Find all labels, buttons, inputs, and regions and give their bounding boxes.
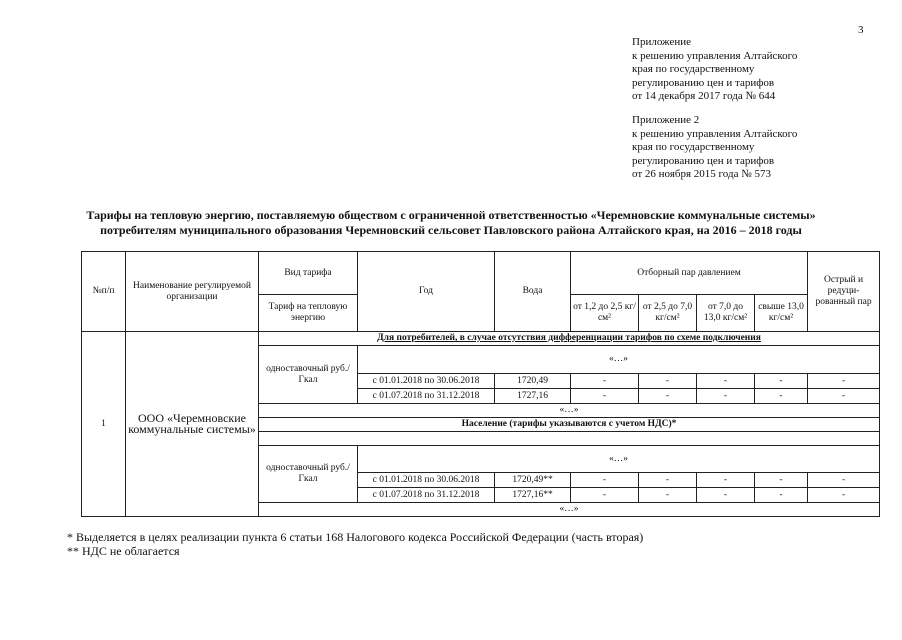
- sharp-steam-cell: -: [808, 389, 880, 404]
- water-cell: 1727,16: [495, 389, 571, 404]
- spacer-cell: [259, 432, 880, 446]
- period-cell: с 01.07.2018 по 31.12.2018: [358, 488, 495, 503]
- sharp-steam-cell: -: [808, 473, 880, 488]
- header-steam-col: от 7,0 до 13,0 кг/см²: [697, 295, 755, 332]
- tariff-label: одноставочный руб./Гкал: [259, 346, 358, 404]
- steam-cell: -: [697, 374, 755, 389]
- header-water: Вода: [495, 252, 571, 332]
- ellipsis-cell: «…»: [259, 404, 880, 418]
- header-steam: Отборный пар давлением: [571, 252, 808, 295]
- document-title: [40, 208, 862, 238]
- section-title: [259, 332, 880, 346]
- header-steam-col: от 2,5 до 7,0 кг/см²: [639, 295, 697, 332]
- table-header-row: [82, 252, 880, 295]
- water-cell: 1720,49: [495, 374, 571, 389]
- steam-cell: -: [697, 488, 755, 503]
- title-line-2: потребителям муниципального образования Черемновский сельсовет Павловского района Алтайского края, на 2016 – 2018 годы: [100, 223, 802, 237]
- water-cell: 1727,16**: [495, 488, 571, 503]
- steam-cell: -: [639, 389, 697, 404]
- header-num: №п/п: [82, 252, 126, 332]
- appendix-line: от 14 декабря 2017 года № 644: [632, 90, 776, 103]
- steam-cell: -: [755, 488, 808, 503]
- water-cell: 1720,49**: [495, 473, 571, 488]
- section-title-row: [82, 332, 880, 346]
- appendix-line: Приложение: [632, 36, 692, 48]
- steam-cell: -: [755, 389, 808, 404]
- ellipsis-cell: «…»: [259, 503, 880, 517]
- appendix-line: края по государственному: [632, 141, 755, 154]
- tariff-table: [81, 251, 880, 517]
- page-number: 3: [858, 24, 864, 36]
- title-line-1: Тарифы на тепловую энергию, поставляемую обществом с ограниченной ответственностью «Черемновские коммунальные системы»: [86, 208, 816, 222]
- section-title: Население (тарифы указываются с учетом НДС)*: [259, 418, 880, 432]
- header-tariff-sub: Тариф на тепловую энергию: [259, 295, 358, 332]
- footnote-no-vat: ** НДС не облагается: [67, 544, 180, 558]
- steam-cell: -: [571, 473, 639, 488]
- header-sharp-steam: Острый и редуци-рованный пар: [808, 252, 880, 332]
- steam-cell: -: [755, 374, 808, 389]
- steam-cell: -: [639, 374, 697, 389]
- period-cell: с 01.07.2018 по 31.12.2018: [358, 389, 495, 404]
- header-year: Год: [358, 252, 495, 332]
- appendix-line: регулированию цен и тарифов: [632, 154, 775, 167]
- steam-cell: -: [639, 473, 697, 488]
- appendix-line: к решению управления Алтайского: [632, 49, 798, 62]
- steam-cell: -: [571, 374, 639, 389]
- tariff-label: одноставочный руб./Гкал: [259, 446, 358, 503]
- appendix-line: регулированию цен и тарифов: [632, 76, 775, 89]
- steam-cell: -: [571, 488, 639, 503]
- sharp-steam-cell: -: [808, 374, 880, 389]
- header-organization: Наименование регулируемой организации: [126, 252, 259, 332]
- appendix-line: края по государственному: [632, 63, 755, 76]
- section-title-text: Для потребителей, в случае отсутствия дифференциации тарифов по схеме подключения: [377, 333, 761, 343]
- appendix-line: от 26 ноября 2015 года № 573: [632, 168, 771, 181]
- row-number: 1: [82, 332, 126, 517]
- steam-cell: -: [639, 488, 697, 503]
- header-steam-col: свыше 13,0 кг/см²: [755, 295, 808, 332]
- appendix-line: к решению управления Алтайского: [632, 127, 798, 140]
- period-cell: с 01.01.2018 по 30.06.2018: [358, 374, 495, 389]
- footnote-vat: * Выделяется в целях реализации пункта 6 статьи 168 Налогового кодекса Российской Федерации (часть вторая): [67, 530, 644, 544]
- ellipsis-cell: «…»: [358, 446, 880, 473]
- appendix-2-reference: [632, 114, 797, 182]
- sharp-steam-cell: -: [808, 488, 880, 503]
- organization-name: ООО «Черемновские коммунальные системы»: [126, 332, 259, 517]
- ellipsis-cell: «…»: [358, 346, 880, 374]
- steam-cell: -: [571, 389, 639, 404]
- steam-cell: -: [697, 389, 755, 404]
- steam-cell: -: [697, 473, 755, 488]
- appendix-reference: [632, 36, 797, 104]
- steam-cell: -: [755, 473, 808, 488]
- period-cell: с 01.01.2018 по 30.06.2018: [358, 473, 495, 488]
- header-tariff-type: Вид тарифа: [259, 252, 358, 295]
- appendix-line: Приложение 2: [632, 114, 700, 126]
- header-steam-col: от 1,2 до 2,5 кг/см²: [571, 295, 639, 332]
